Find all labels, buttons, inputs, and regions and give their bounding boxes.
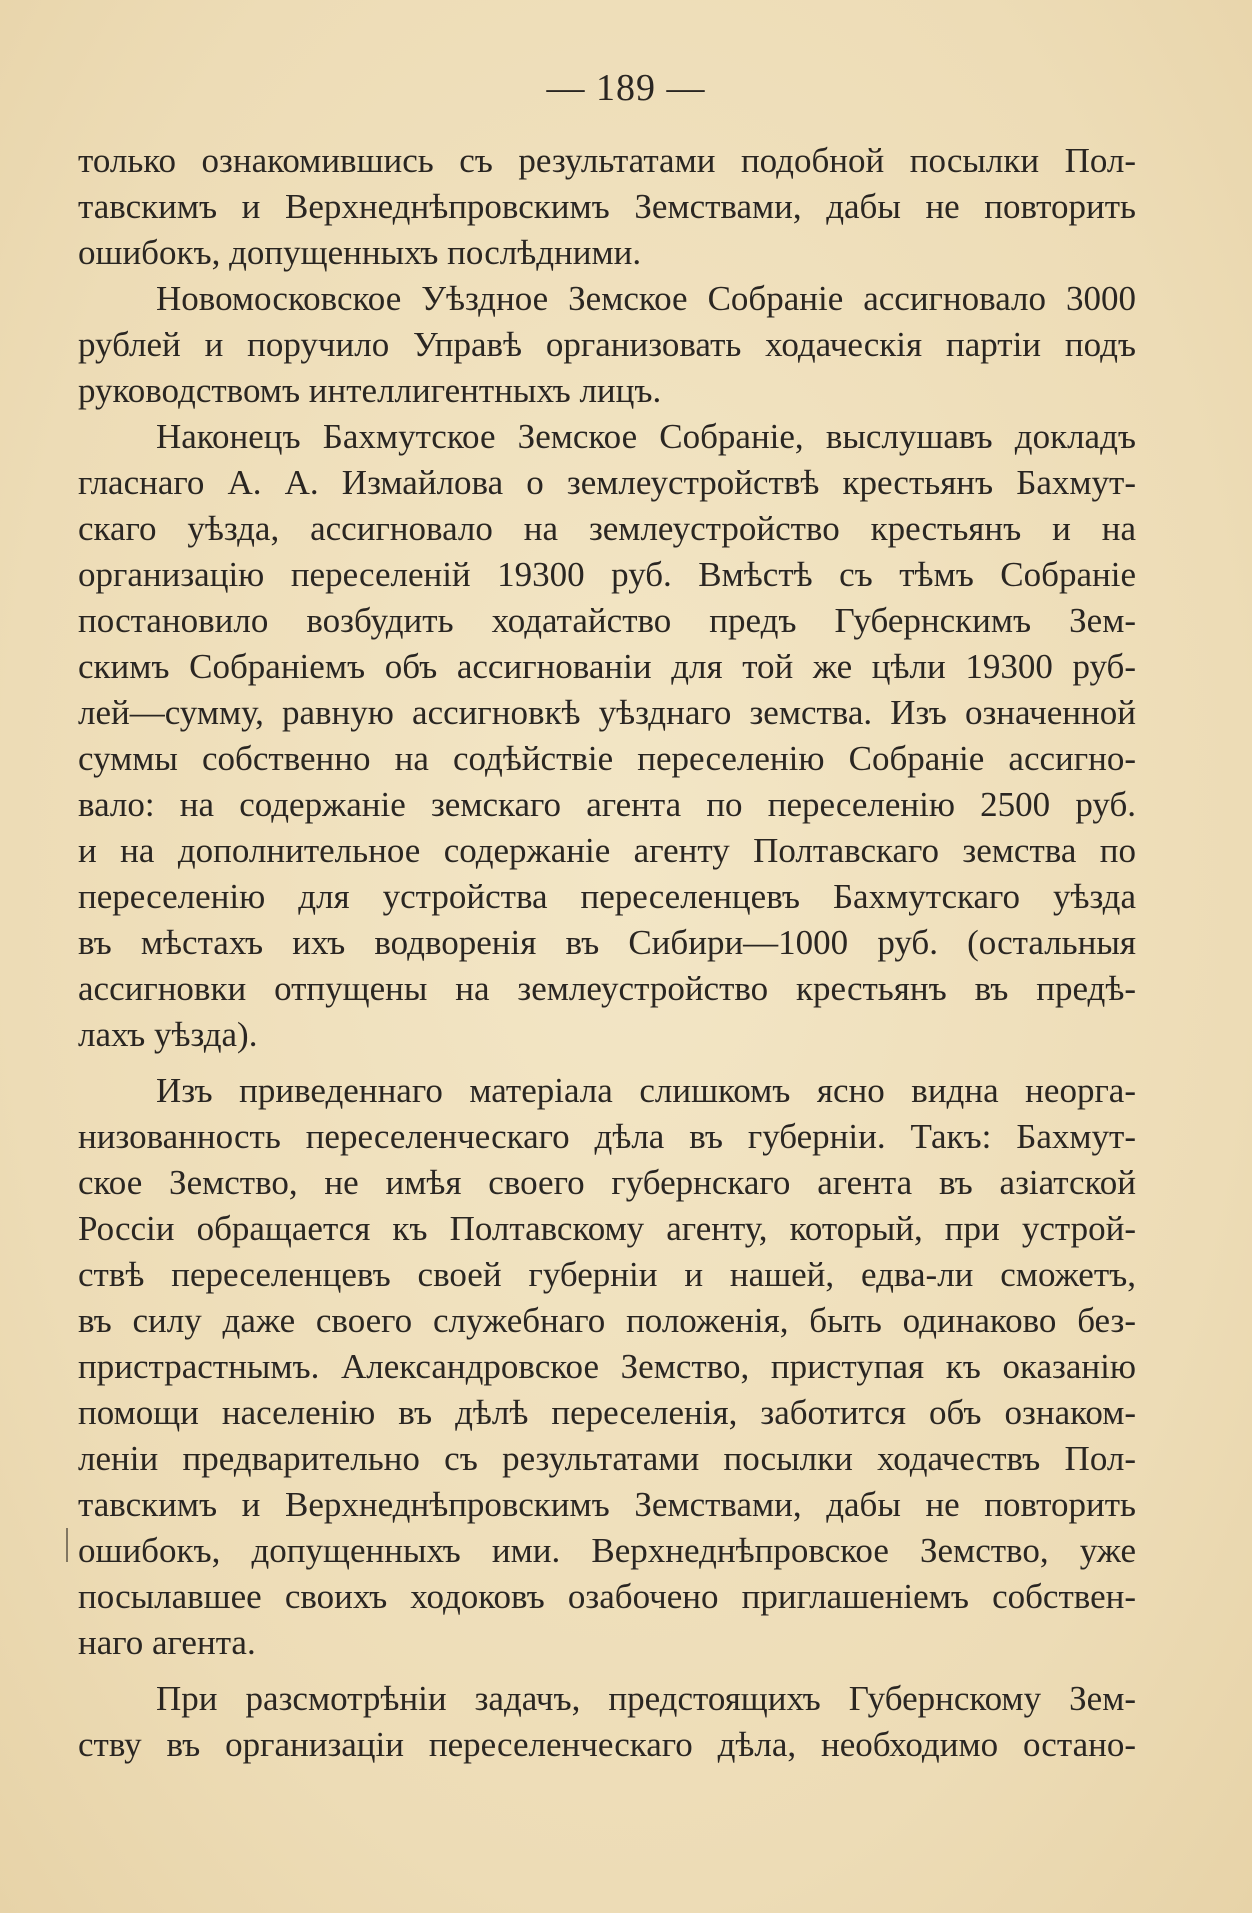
text-line: рублей и поручило Управѣ организовать ходаческія партіи подъ [78, 325, 1136, 364]
text-line: тавскимъ и Верхнеднѣпровскимъ Земствами, дабы не повторить [78, 187, 1136, 226]
text-line: низованность переселенческаго дѣла въ губерніи. Такъ: Бахмут- [78, 1117, 1136, 1156]
text-line: ошибокъ, допущенныхъ ими. Верхнеднѣпровское Земство, уже [78, 1531, 1136, 1570]
text-line: гласнаго А. А. Измайлова о землеустройствѣ крестьянъ Бахмут- [78, 463, 1136, 502]
text-line: скимъ Собраніемъ объ ассигнованіи для той же цѣли 19300 руб- [78, 647, 1136, 686]
text-line: Россіи обращается къ Полтавскому агенту, который, при устрой- [78, 1209, 1136, 1248]
text-line: лахъ уѣзда). [78, 1015, 258, 1054]
text-line: переселенію для устройства переселенцевъ Бахмутскаго уѣзда [78, 877, 1136, 916]
text-line: ское Земство, не имѣя своего губернскаго агента въ азіатской [78, 1163, 1136, 1202]
text-line: только ознакомившись съ результатами подобной посылки Пол- [78, 141, 1136, 180]
text-line: Наконецъ Бахмутское Земское Собраніе, выслушавъ докладъ [156, 417, 1136, 456]
text-line: скаго уѣзда, ассигновало на землеустройство крестьянъ и на [78, 509, 1136, 548]
text-line: леніи предварительно съ результатами посылки ходачествъ Пол- [78, 1439, 1136, 1478]
text-line: въ мѣстахъ ихъ водворенія въ Сибири—1000 руб. (остальныя [78, 923, 1136, 962]
text-line: посылавшее своихъ ходоковъ озабочено приглашеніемъ собствен- [78, 1577, 1136, 1616]
text-line: руководствомъ интеллигентныхъ лицъ. [78, 371, 662, 410]
text-line: Новомосковское Уѣздное Земское Собраніе ассигновало 3000 [156, 279, 1136, 318]
margin-mark [66, 1528, 68, 1562]
text-line: помощи населенію въ дѣлѣ переселенія, заботится объ ознаком- [78, 1393, 1136, 1432]
text-line: ассигновки отпущены на землеустройство крестьянъ въ предѣ- [78, 969, 1136, 1008]
text-line: суммы собственно на содѣйствіе переселенію Собраніе ассигно- [78, 739, 1136, 778]
text-line: пристрастнымъ. Александровское Земство, приступая къ оказанію [78, 1347, 1136, 1386]
text-line: организацію переселеній 19300 руб. Вмѣстѣ съ тѣмъ Собраніе [78, 555, 1136, 594]
text-line: въ силу даже своего служебнаго положенія, быть одинаково без- [78, 1301, 1136, 1340]
page-number: — 189 — [546, 67, 706, 109]
text-line: При разсмотрѣніи задачъ, предстоящихъ Губернскому Зем- [156, 1679, 1136, 1718]
body-text [78, 138, 1136, 1768]
text-line: лей—сумму, равную ассигновкѣ уѣзднаго земства. Изъ означенной [78, 693, 1136, 732]
text-line: тавскимъ и Верхнеднѣпровскимъ Земствами, дабы не повторить [78, 1485, 1136, 1524]
text-line: и на дополнительное содержаніе агенту Полтавскаго земства по [78, 831, 1136, 870]
text-line: ошибокъ, допущенныхъ послѣдними. [78, 233, 642, 272]
text-line: вало: на содержаніе земскаго агента по переселенію 2500 руб. [78, 785, 1136, 824]
text-line: ству въ организаціи переселенческаго дѣла, необходимо остано- [78, 1725, 1136, 1764]
text-line: наго агента. [78, 1623, 256, 1662]
text-line: Изъ приведеннаго матеріала слишкомъ ясно видна неорга- [156, 1071, 1136, 1110]
text-line: постановило возбудить ходатайство предъ Губернскимъ Зем- [78, 601, 1136, 640]
text-line: ствѣ переселенцевъ своей губерніи и нашей, едва-ли сможетъ, [78, 1255, 1136, 1294]
